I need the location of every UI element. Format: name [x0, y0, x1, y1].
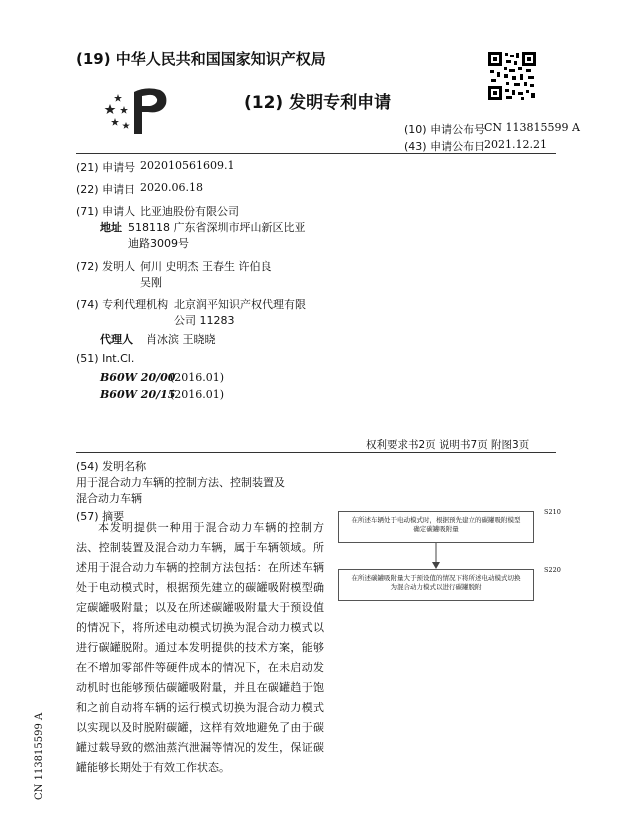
inventors-label: (72) 发明人	[76, 260, 136, 273]
intcl-label: (51) Int.Cl.	[76, 352, 135, 365]
abstract-body	[76, 518, 324, 778]
intcl-code-2: B60W 20/15	[100, 388, 176, 401]
pub-date-label: (43) 申请公布日	[404, 140, 486, 153]
flow-label-s210: S210	[544, 508, 561, 516]
agency-line1: 北京润平知识产权代理有限	[174, 298, 306, 311]
inventors-line2: 吴刚	[140, 276, 162, 289]
flow-step-s220-text: 在所述碳罐吸附量大于预设值的情况下将所述电动模式切换为混合动力模式以进行碳罐脱附	[351, 574, 521, 591]
applicant-label: (71) 申请人	[76, 205, 136, 218]
address-line2: 迪路3009号	[128, 237, 189, 250]
flow-label-s220: S220	[544, 566, 561, 574]
intcl-code-1: B60W 20/00	[100, 371, 176, 384]
app-no: 202010561609.1	[140, 159, 235, 172]
abstract-label: (57) 摘要	[76, 510, 125, 523]
invention-title-line2: 混合动力车辆	[76, 492, 142, 505]
agents: 肖冰滨 王晓晓	[146, 333, 216, 346]
intcl-year-2: (2016.01)	[170, 388, 225, 401]
agency-label: (74) 专利代理机构	[76, 298, 169, 311]
agent-label: 代理人	[100, 333, 133, 346]
invention-title-line1: 用于混合动力车辆的控制方法、控制装置及	[76, 476, 285, 489]
office-name: (19) 中华人民共和国国家知识产权局	[76, 50, 326, 68]
qr-code	[488, 52, 536, 100]
side-publication-number: CN 113815599 A	[34, 712, 45, 800]
page-counts: 权利要求书2页 说明书7页 附图3页	[366, 439, 530, 451]
middle-rule	[76, 452, 556, 453]
header-rule	[76, 153, 556, 154]
app-no-label: (21) 申请号	[76, 161, 136, 174]
pub-no: CN 113815599 A	[484, 121, 580, 134]
flow-step-s220	[338, 569, 534, 601]
pub-no-label: (10) 申请公布号	[404, 123, 486, 136]
doc-type: (12) 发明专利申请	[244, 93, 392, 113]
address-line1: 518118 广东省深圳市坪山新区比亚	[128, 221, 306, 234]
flow-arrow	[430, 543, 442, 569]
filing-date-label: (22) 申请日	[76, 183, 136, 196]
flow-step-s210	[338, 511, 534, 543]
title-label: (54) 发明名称	[76, 460, 147, 473]
intcl-year-1: (2016.01)	[170, 371, 225, 384]
agency-line2: 公司 11283	[174, 314, 235, 327]
pub-date: 2021.12.21	[484, 138, 547, 151]
inventors-line1: 何川 史明杰 王春生 许伯良	[140, 260, 272, 273]
address-label: 地址	[100, 221, 122, 234]
filing-date: 2020.06.18	[140, 181, 203, 194]
abstract-text: 本发明提供一种用于混合动力车辆的控制方法、控制装置及混合动力车辆，属于车辆领域。所述用于混合动力车辆的控制方法包括：在所述车辆处于电动模式时，根据预先建立的碳罐吸附模型确定碳罐吸附量；以及在所述碳罐吸附量大于预设值的情况下，将所述电动模式切换为混合动力模式以进行碳罐脱附。通过本发明提供的技术方案，能够在不增加零部件等硬件成本的情况下，在未启动发动机时也能够预估碳罐吸附量，并且在碳罐趋于饱和之前自动将车辆的运行模式切换为混合动力模式以实现以及时脱附碳罐，这样有效地避免了由于碳罐过载导致的燃油蒸汽泄漏等情况的发生，保证碳罐能够长期处于有效工作状态。	[76, 521, 324, 774]
cnipa-logo	[104, 82, 172, 138]
applicant: 比亚迪股份有限公司	[140, 205, 239, 218]
flow-step-s210-text: 在所述车辆处于电动模式时，根据预先建立的碳罐吸附模型确定碳罐吸附量	[351, 516, 521, 533]
